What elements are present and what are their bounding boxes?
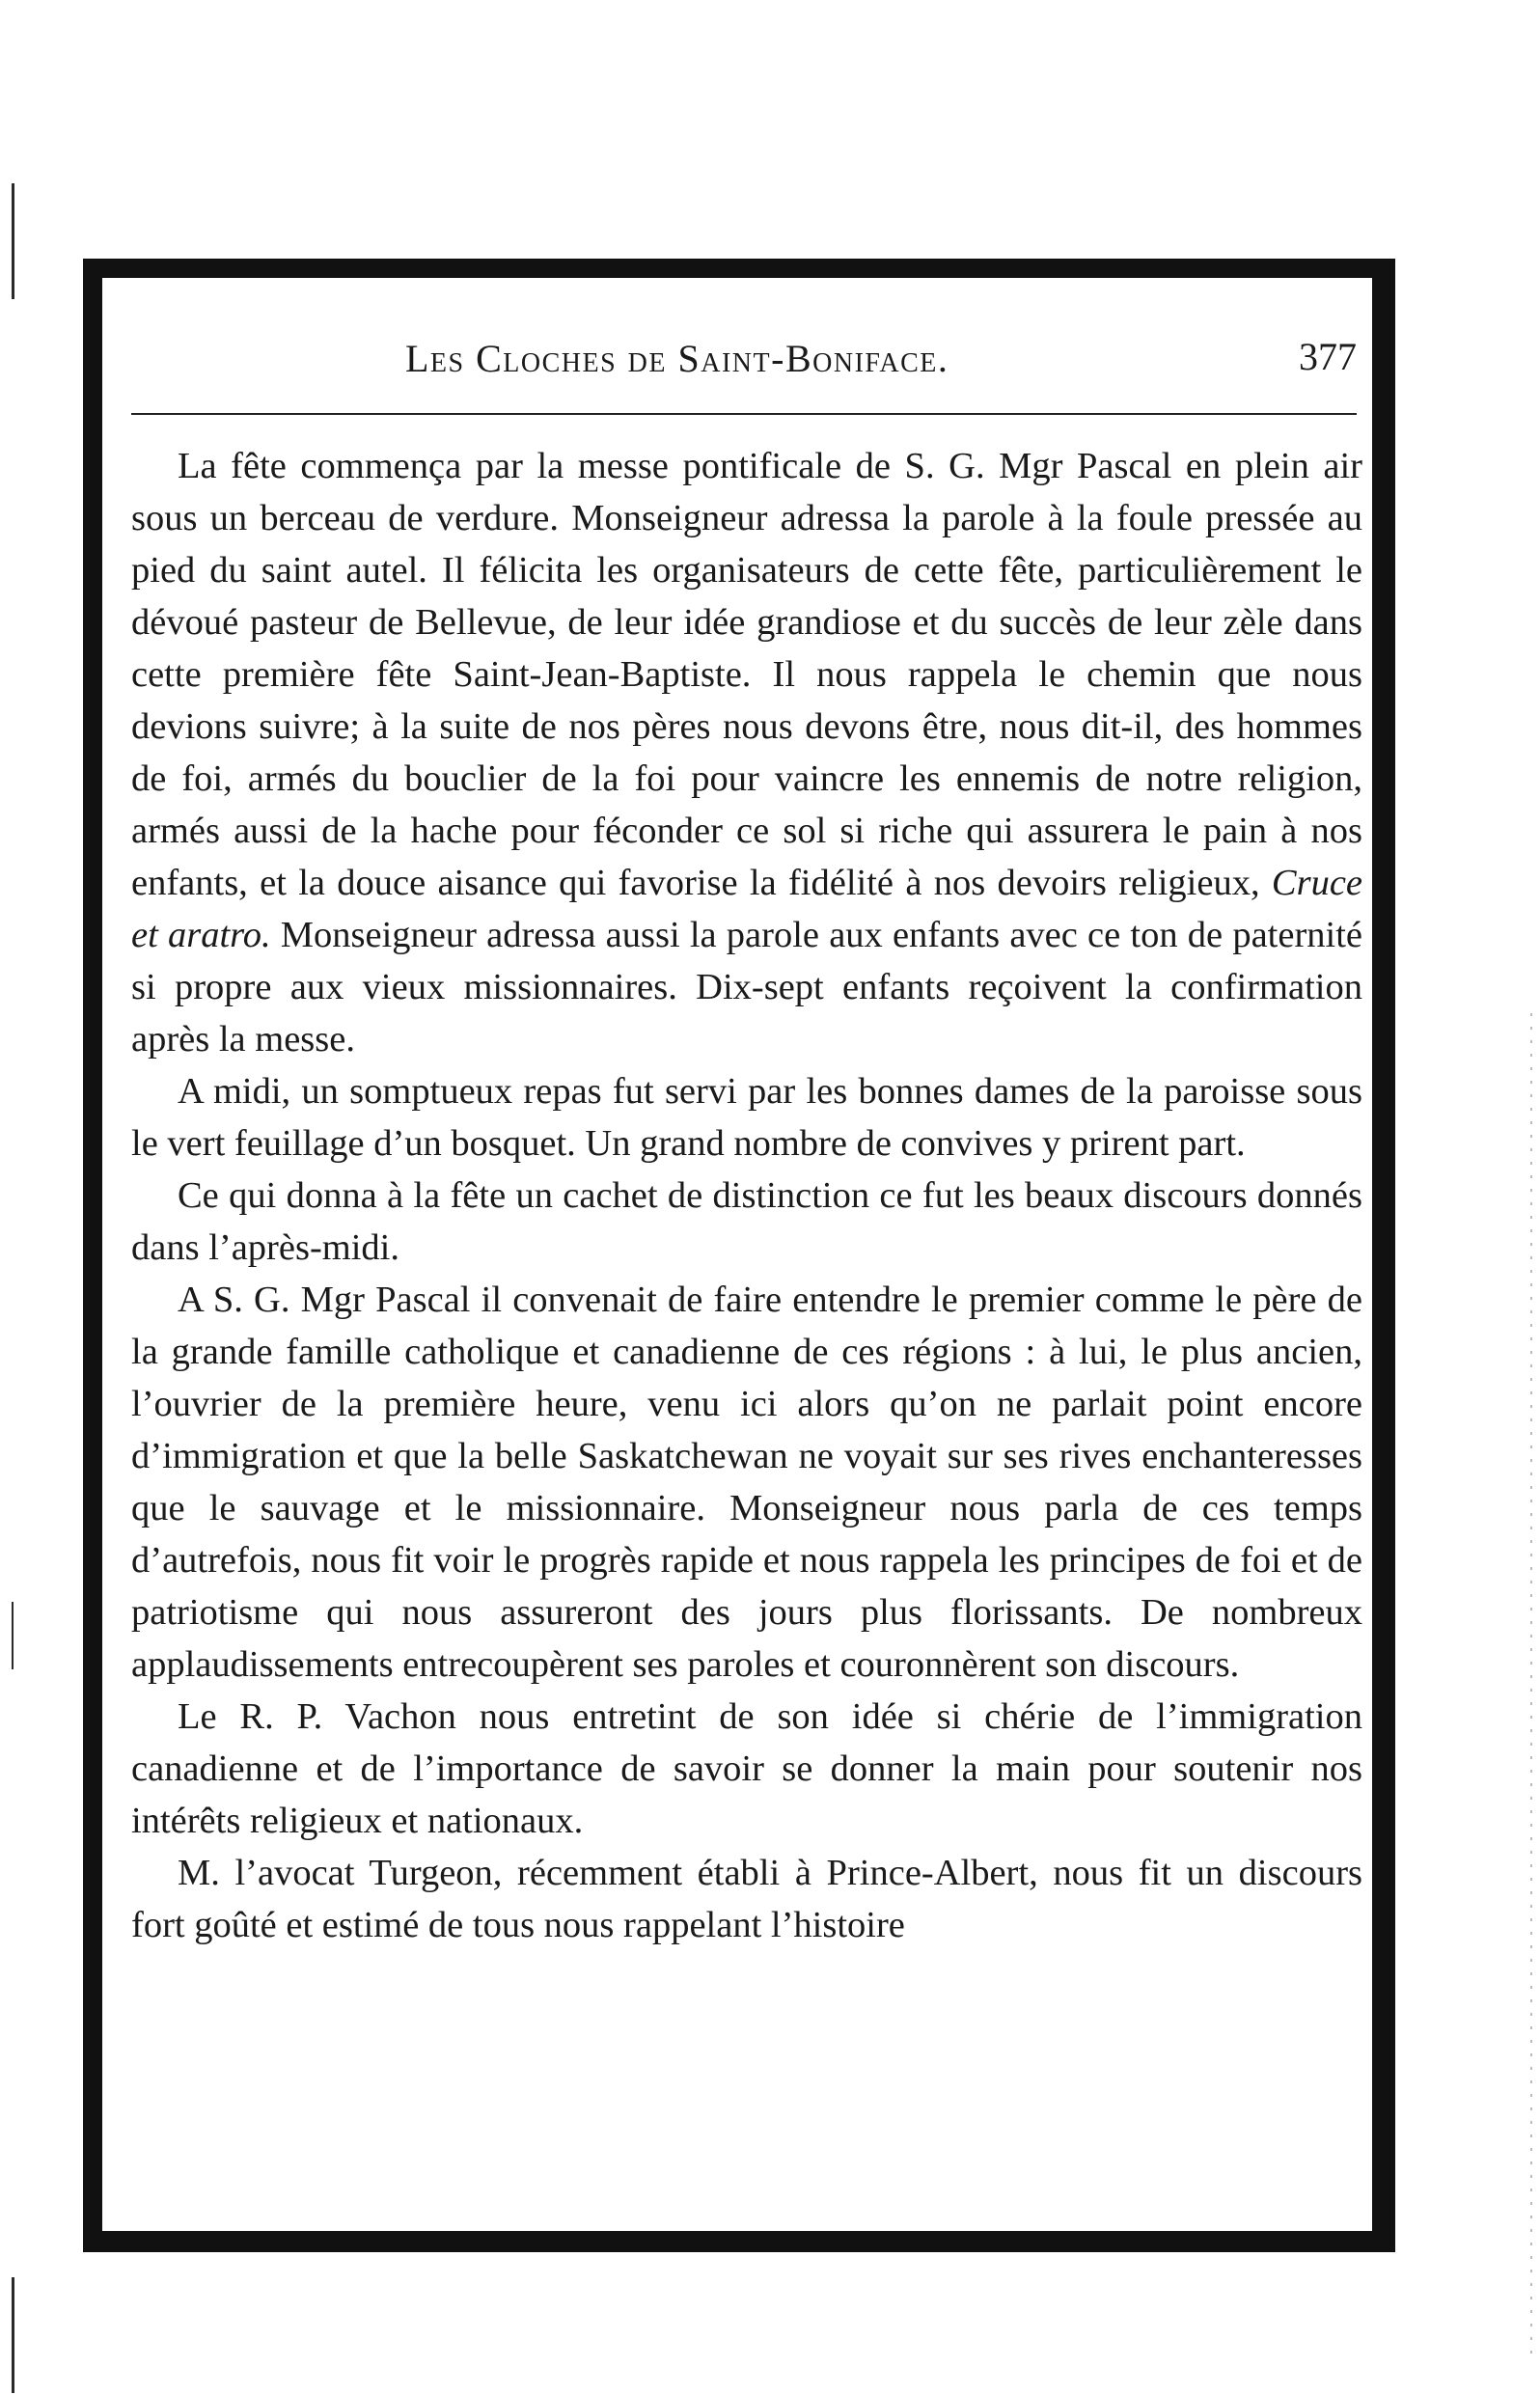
paragraph: M. l’avocat Turgeon, récemment établi à Prince-Albert, nous fit un discours fort goûté et estimé de tous nous rappelant l’histoire xyxy=(131,1853,1362,1945)
scan-edge-mark xyxy=(12,2277,14,2393)
scan-edge-mark xyxy=(12,1602,14,1669)
page-number: 377 xyxy=(1299,335,1357,378)
paragraph-text: Monseigneur adressa aussi la parole aux enfants avec ce ton de paternité si propre aux vieux missionnaires. Dix-sept enfants reçoivent la confirmation après la messe. xyxy=(131,915,1363,1060)
page-header xyxy=(131,328,1357,386)
paragraph: A S. G. Mgr Pascal il convenait de faire entendre le premier comme le père de la grande famille catholique et canadienne de ces régions : à lui, le plus ancien, l’ouvrier de la première heure, venu ici alors qu’on ne parlait point encore d’immigration et que la belle Saskatchewan ne voyait sur ses rives enchanteresses que le sauvage et le missionnaire. Monseigneur nous parla de ces temps d’autrefois, nous fit voir le progrès rapide et nous rappela les principes de foi et de patriotisme qui nous assureront des jours plus florissants. De nombreux applaudissements entrecoupèrent ses paroles et couronnèrent son discours. xyxy=(131,1280,1362,1685)
paragraph: Le R. P. Vachon nous entretint de son idée si chérie de l’immigration canadienne et de l’importance de savoir se donner la main pour soutenir nos intérêts religieux et nationaux. xyxy=(131,1696,1362,1841)
scan-edge-dots xyxy=(1530,1013,1532,2364)
scan-edge-mark xyxy=(12,183,14,299)
latin-motto: Cruce et aratro. xyxy=(131,863,1363,955)
paragraph xyxy=(131,440,1362,1065)
paragraph: Ce qui donna à la fête un cachet de distinction ce fut les beaux discours donnés dans l’après-midi. xyxy=(131,1175,1362,1268)
paragraph-text: La fête commença par la messe pontificale de S. G. Mgr Pascal en plein air sous un berceau de verdure. Monseigneur adressa la parole à la foule pressée au pied du saint autel. Il félicita les organisateurs de cette fête, particulièrement le dévoué pasteur de Bellevue, de leur idée grandiose et du succès de leur zèle dans cette première fête Saint-Jean-Baptiste. Il nous rappela le chemin que nous devions suivre; à la suite de nos pères nous devons être, nous dit-il, des hommes de foi, armés du bouclier de la foi pour vaincre les ennemis de notre religion, armés aussi de la hache pour féconder ce sol si riche qui assurera le pain à nos enfants, et la douce aisance qui favorise la fidélité à nos devoirs religieux, xyxy=(131,446,1362,903)
body-text xyxy=(131,440,1362,1951)
running-title: Les Cloches de Saint-Boniface. xyxy=(405,337,949,380)
header-rule xyxy=(131,413,1357,415)
paragraph: A midi, un somptueux repas fut servi par les bonnes dames de la paroisse sous le vert feuillage d’un bosquet. Un grand nombre de convives y prirent part. xyxy=(131,1071,1362,1164)
